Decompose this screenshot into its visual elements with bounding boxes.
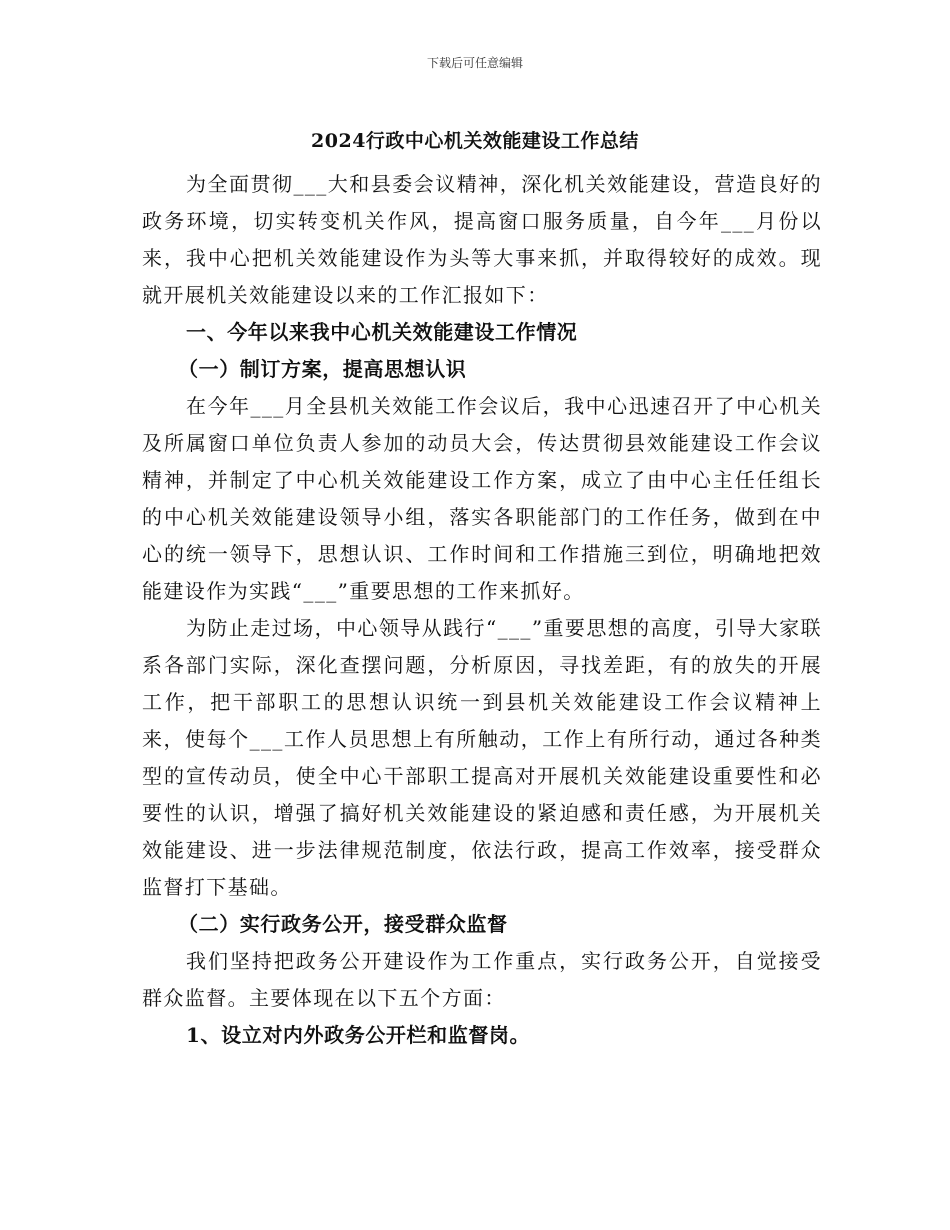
subsection-heading-2: （二）实行政务公开，接受群众监督 bbox=[178, 912, 508, 936]
header-note: 下载后可任意编辑 bbox=[426, 56, 523, 70]
subsection-2-paragraph-1: 我们坚持把政务公开建设作为工作重点，实行政务公开，自觉接受群众监督。主要体现在以下五个方面： bbox=[142, 949, 822, 1010]
subsection-1-paragraph-1: 在今年___月全县机关效能工作会议后，我中心迅速召开了中心机关及所属窗口单位负责人参加的动员大会，传达贯彻县效能建设工作会议精神，并制定了中心机关效能建设工作方案，成立了由中心主任任组长的中心机关效能建设领导小组，落实各职能部门的工作任务，做到在中心的统一领导下，思想认识、工作时间和工作措施三到位，明确地把效能建设作为实践“___”重要思想的工作来抓好。 bbox=[142, 394, 822, 603]
document-body bbox=[142, 166, 822, 1054]
section-heading-1: 一、今年以来我中心机关效能建设工作情况 bbox=[186, 320, 578, 344]
item-heading-1: 1、设立对内外政务公开栏和监督岗。 bbox=[186, 1023, 531, 1047]
subsection-heading-1: （一）制订方案，提高思想认识 bbox=[178, 357, 467, 381]
intro-paragraph: 为全面贯彻___大和县委会议精神，深化机关效能建设，营造良好的政务环境，切实转变机关作风，提高窗口服务质量，自今年___月份以来，我中心把机关效能建设作为头等大事来抓，并取得较好的成效。现就开展机关效能建设以来的工作汇报如下： bbox=[142, 172, 822, 307]
document-title: 2024行政中心机关效能建设工作总结 bbox=[311, 130, 639, 152]
subsection-1-paragraph-2: 为防止走过场，中心领导从践行“___”重要思想的高度，引导大家联系各部门实际，深化查摆问题，分析原因，寻找差距，有的放失的开展工作，把干部职工的思想认识统一到县机关效能建设工作会议精神上来，使每个___工作人员思想上有所触动，工作上有所行动，通过各种类型的宣传动员，使全中心干部职工提高对开展机关效能建设重要性和必要性的认识，增强了搞好机关效能建设的紧迫感和责任感，为开展机关效能建设、进一步法律规范制度，依法行政，提高工作效率，接受群众监督打下基础。 bbox=[142, 616, 822, 899]
